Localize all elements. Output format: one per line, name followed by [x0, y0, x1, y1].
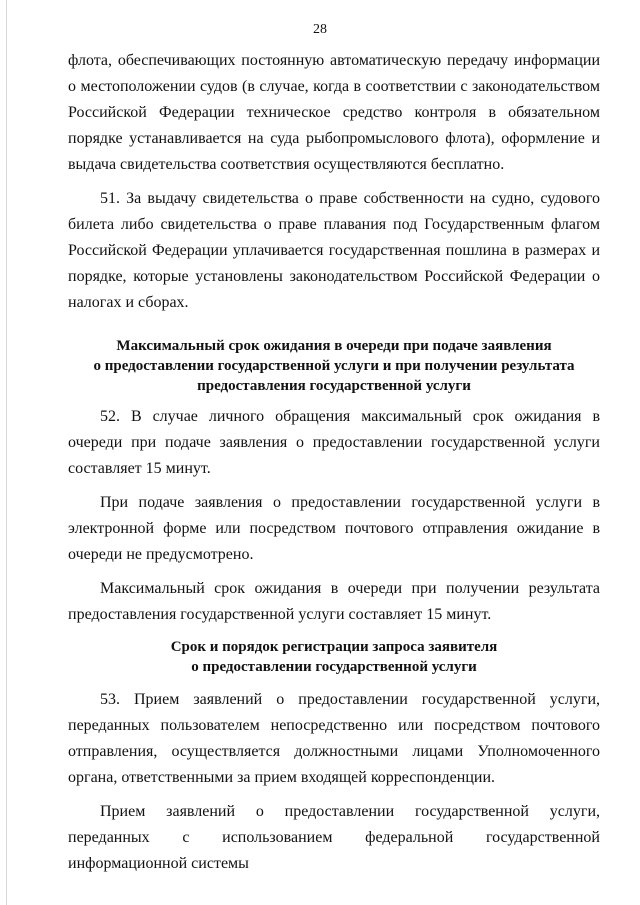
paragraph-federal-system: Прием заявлений о предоставлении государственной услуги, переданных с использованием федеральной государственной информационной системы [68, 803, 600, 872]
section-heading-queue-time [68, 336, 600, 396]
heading-line: предоставления государственной услуги [197, 378, 471, 394]
page-number: 28 [313, 22, 327, 37]
paragraph-max-wait-result: Максимальный срок ожидания в очереди при получении результата предоставления государственной услуги составляет 15 минут. [68, 580, 600, 623]
heading-line: Максимальный срок ожидания в очереди при подаче заявления [116, 338, 552, 354]
paragraph-51: 51. За выдачу свидетельства о праве собственности на судно, судового билета либо свидетельства о праве плавания под Государственным флагом Российской Федерации уплачивается государственная пошлина в размерах и порядке, которые установлены законодательством Российской Федерации о налогах и сборах. [68, 190, 600, 311]
paragraph-continuation: флота, обеспечивающих постоянную автоматическую передачу информации о местоположении судов (в случае, когда в соответствии с законодательством Российской Федерации техническое средство контроля в обязательном порядке устанавливается на суда рыбопромыслового флота), оформление и выдача свидетельства соответствия осуществляются бесплатно. [68, 52, 600, 173]
heading-line: о предоставлении государственной услуги [191, 659, 477, 675]
scan-margin-line [6, 0, 7, 905]
text-block-3 [68, 687, 600, 877]
paragraph-electronic-form: При подаче заявления о предоставлении государственной услуги в электронной форме или посредством почтового отправления ожидание в очереди не предусмотрено. [68, 494, 600, 563]
paragraph-52: 52. В случае личного обращения максимальный срок ожидания в очереди при подаче заявления о предоставлении государственной услуги составляет 15 минут. [68, 408, 600, 477]
text-block-1 [68, 48, 600, 316]
heading-line: о предоставлении государственной услуги и при получении результата [93, 358, 575, 374]
section-heading-registration [68, 637, 600, 677]
text-block-2 [68, 404, 600, 628]
paragraph-53: 53. Прием заявлений о предоставлении государственной услуги, переданных пользователем непосредственно или посредством почтового отправления, осуществляется должностными лицами Уполномоченного органа, ответственными за прием входящей корреспонденции. [68, 691, 600, 786]
heading-line: Срок и порядок регистрации запроса заявителя [170, 639, 498, 655]
